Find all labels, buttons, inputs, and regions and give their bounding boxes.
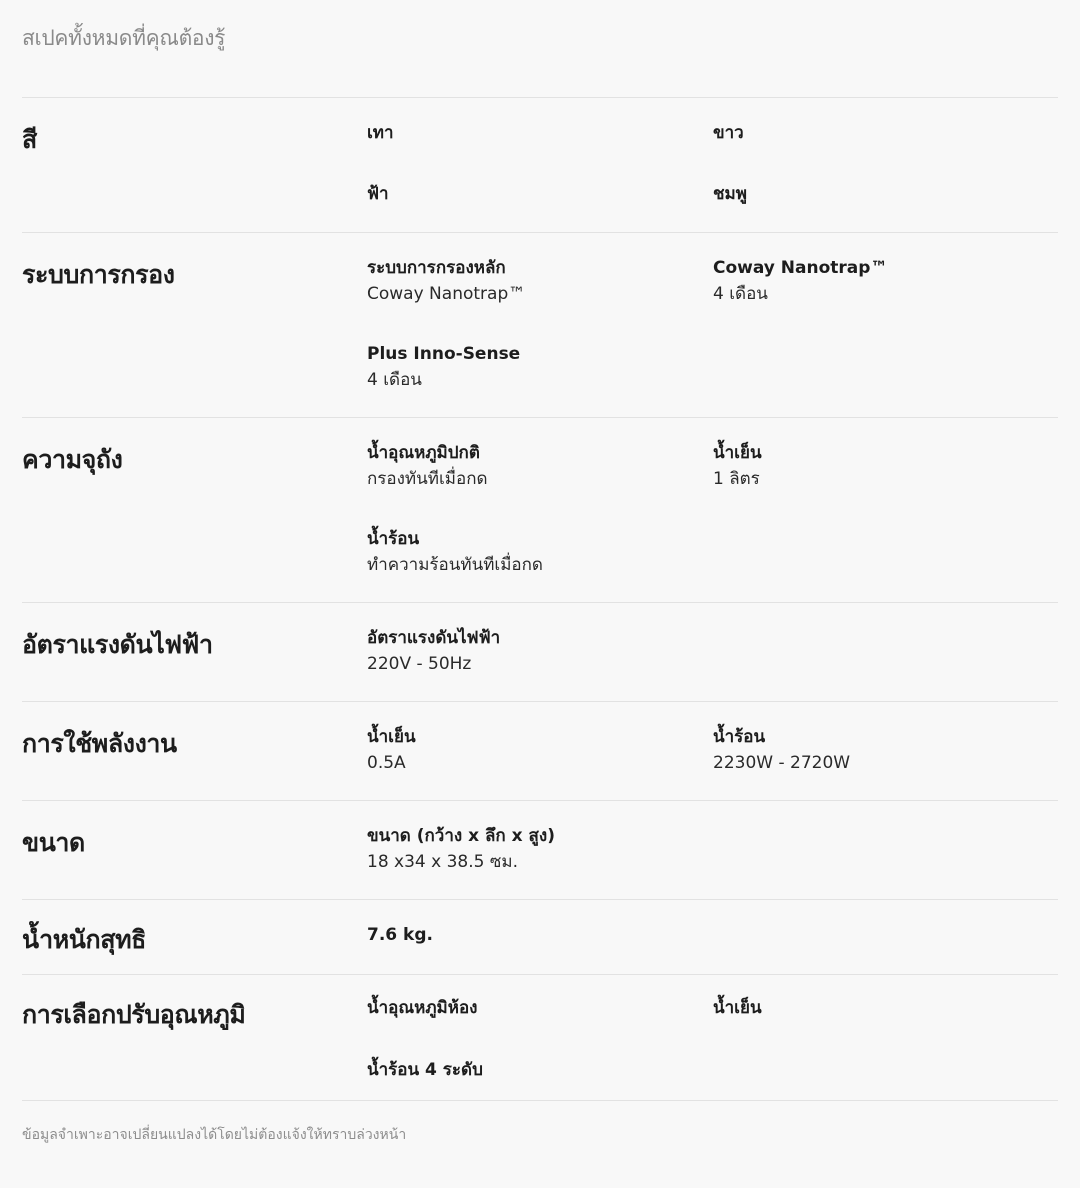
spec-item-hot-water: น้ำร้อน ทำความร้อนทันทีเมื่อกด (367, 529, 543, 575)
spec-item-nanotrap: Coway Nanotrap™ 4 เดือน (713, 258, 888, 304)
spec-row-weight (22, 899, 1058, 974)
spec-row-temperature (22, 974, 1058, 1107)
spec-label-filter: ระบบการกรอง (22, 260, 175, 289)
spec-value-cold: น้ำเย็น (713, 998, 762, 1018)
spec-item-power-cold: น้ำเย็น 0.5A (367, 727, 416, 773)
spec-item-voltage: อัตราแรงดันไฟฟ้า 220V - 50Hz (367, 628, 501, 674)
spec-value-hot-levels: น้ำร้อน 4 ระดับ (367, 1060, 483, 1080)
spec-item-power-hot: น้ำร้อน 2230W - 2720W (713, 727, 851, 773)
spec-label-color: สี (22, 125, 37, 154)
spec-row-capacity (22, 417, 1058, 602)
disclaimer-footnote: ข้อมูลจำเพาะอาจเปลี่ยนแปลงได้โดยไม่ต้องแจ้งให้ทราบล่วงหน้า (22, 1127, 407, 1143)
spec-table (22, 97, 1058, 1107)
spec-value-room-temp: น้ำอุณหภูมิห้อง (367, 998, 478, 1018)
spec-label-power: การใช้พลังงาน (22, 729, 177, 758)
spec-item-size: ขนาด (กว้าง x ลึก x สูง) 18 x34 x 38.5 ซม. (367, 826, 555, 872)
spec-label-weight: น้ำหนักสุทธิ (22, 925, 147, 954)
spec-label-capacity: ความจุถัง (22, 445, 123, 474)
spec-label-temperature: การเลือกปรับอุณหภูมิ (22, 1000, 246, 1029)
spec-row-power (22, 701, 1058, 800)
spec-row-color (22, 97, 1058, 232)
page-title: สเปคทั้งหมดที่คุณต้องรู้ (22, 26, 226, 50)
spec-value-color-white: ขาว (713, 123, 744, 143)
spec-value-color-gray: เทา (367, 123, 394, 143)
spec-item-inno-sense: Plus Inno-Sense 4 เดือน (367, 344, 521, 390)
spec-item-normal-water: น้ำอุณหภูมิปกติ กรองทันทีเมื่อกด (367, 443, 488, 489)
spec-item-cold-water: น้ำเย็น 1 ลิตร (713, 443, 762, 489)
spec-label-voltage: อัตราแรงดันไฟฟ้า (22, 630, 213, 659)
table-bottom-divider (22, 1100, 1058, 1101)
spec-row-voltage (22, 602, 1058, 701)
spec-row-filter (22, 232, 1058, 417)
spec-value-weight: 7.6 kg. (367, 925, 433, 945)
spec-value-color-blue: ฟ้า (367, 184, 389, 204)
spec-row-size (22, 800, 1058, 899)
spec-value-color-pink: ชมพู (713, 184, 747, 204)
spec-item-main-filter: ระบบการกรองหลัก Coway Nanotrap™ (367, 258, 526, 304)
spec-label-size: ขนาด (22, 828, 85, 857)
